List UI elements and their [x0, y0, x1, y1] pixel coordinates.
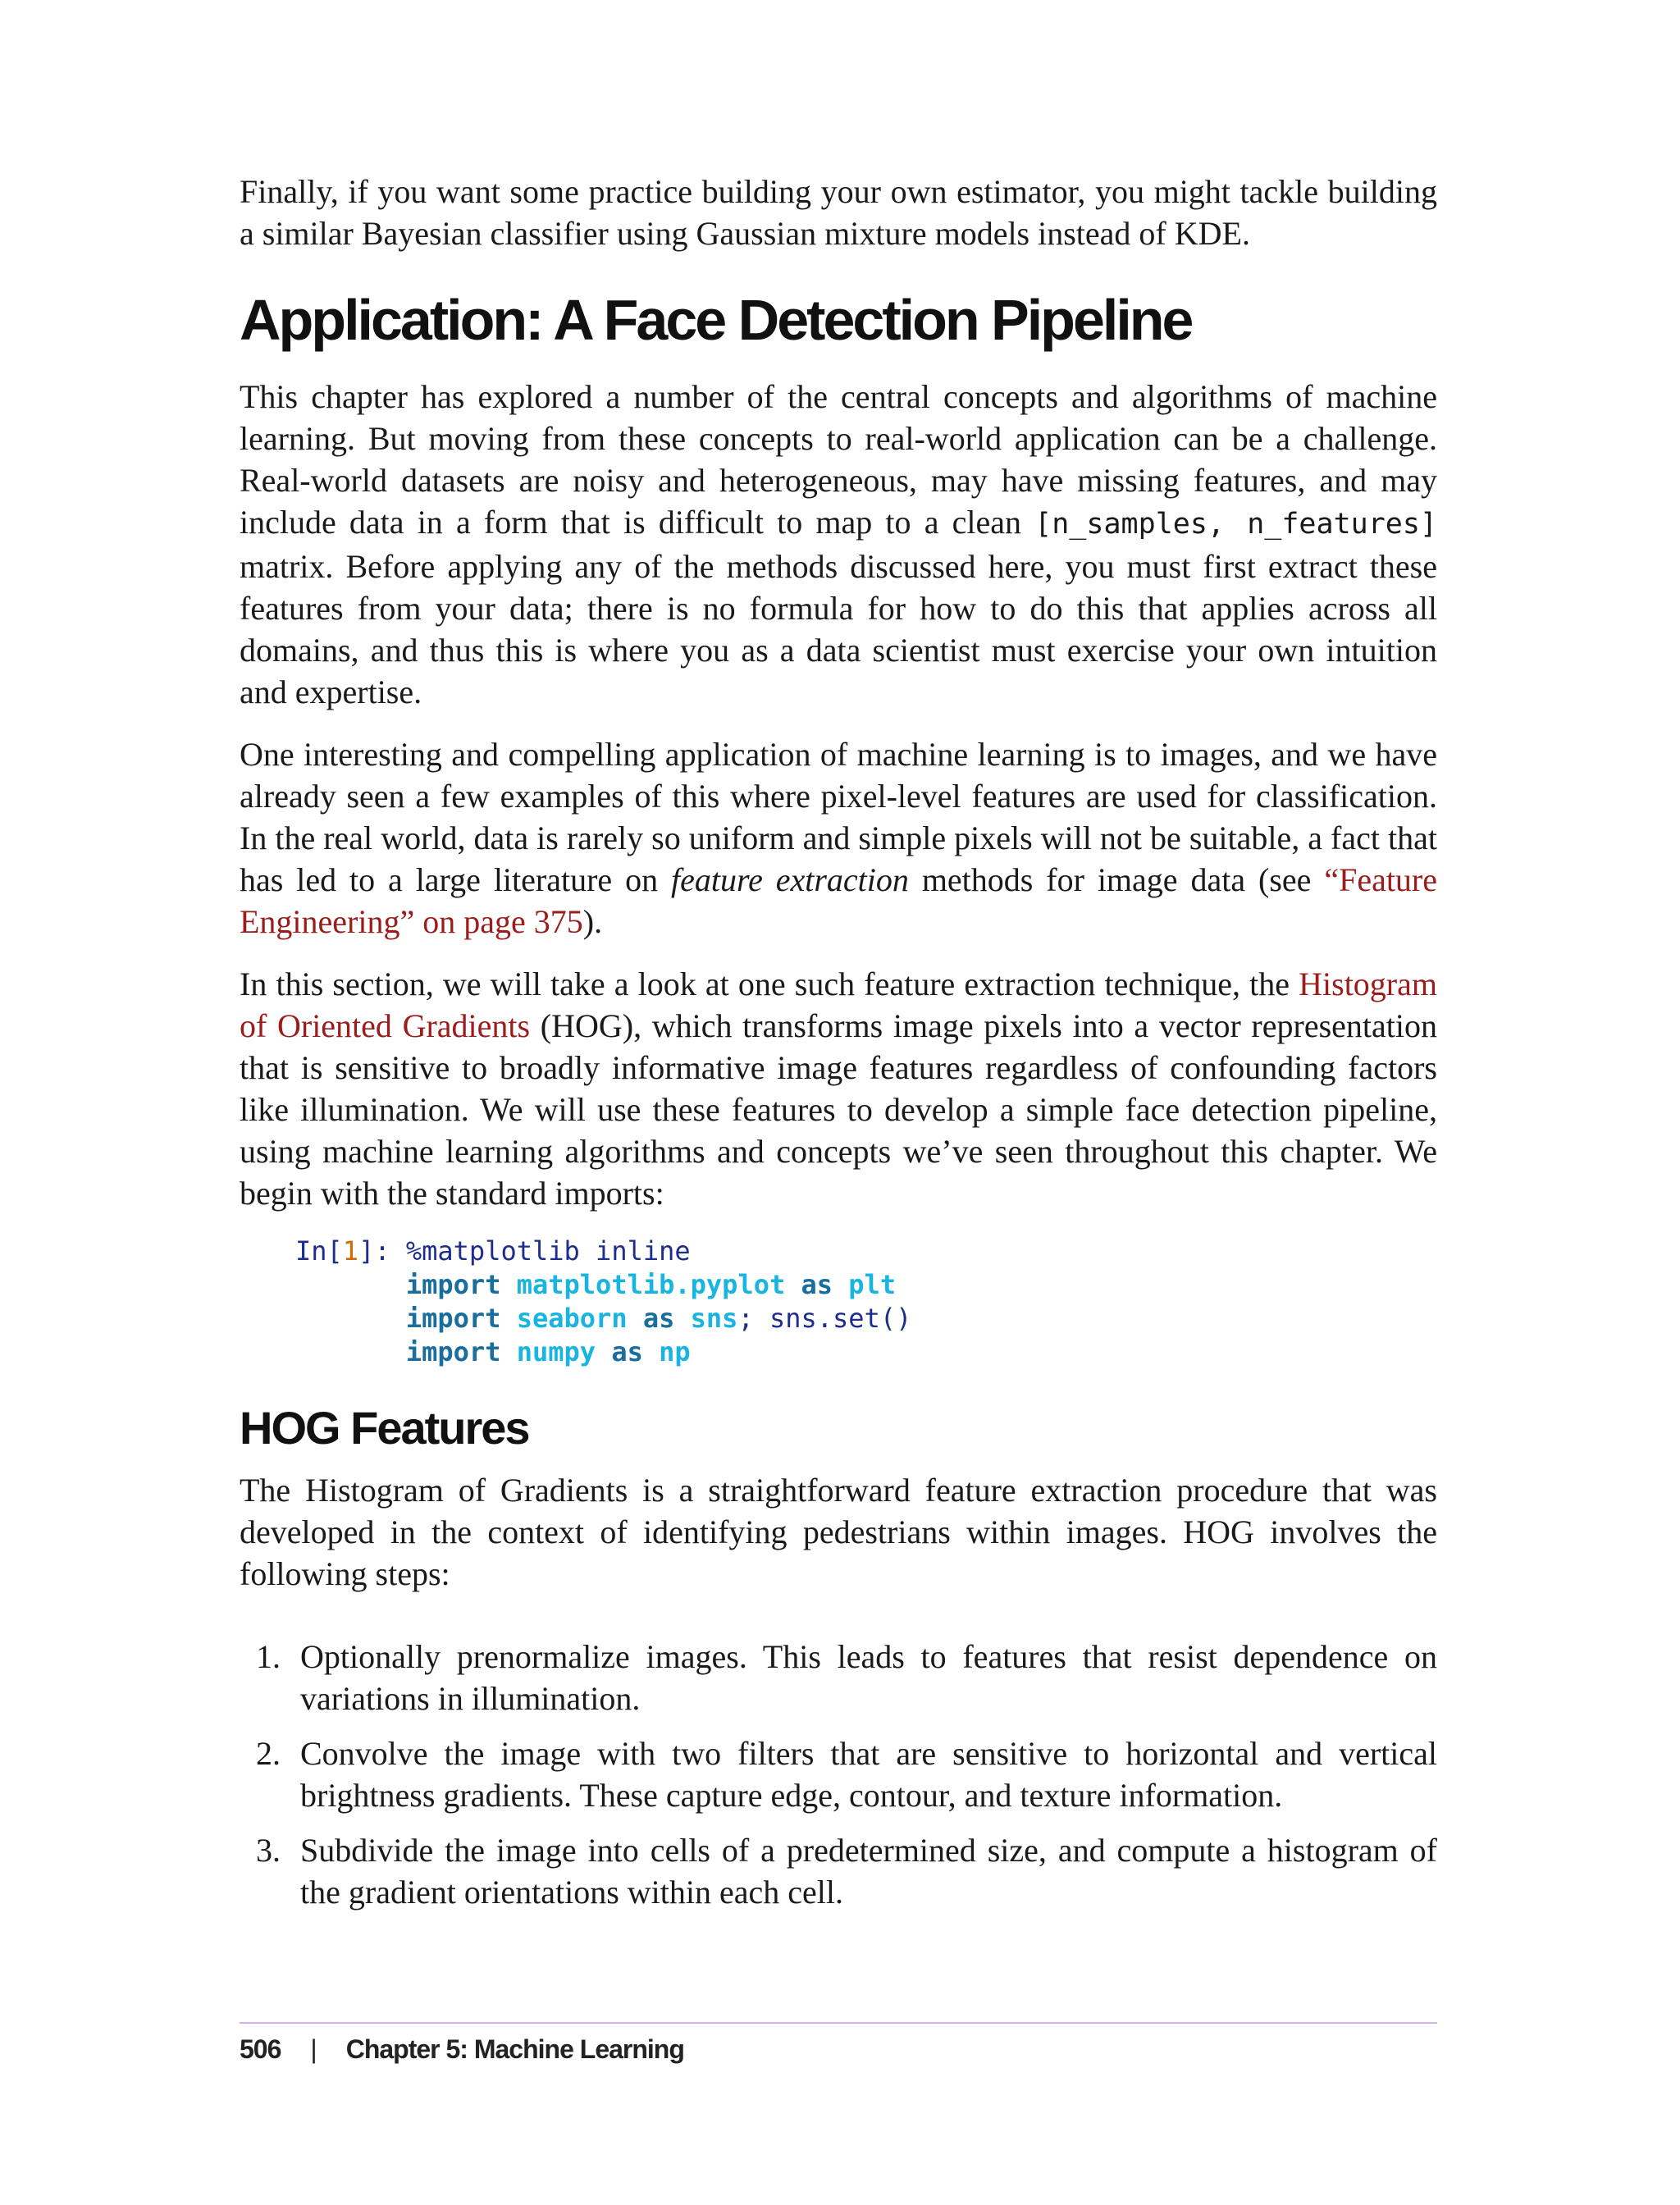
text-run: (HOG), which transforms image pixels into a vector representation that is sensitive to broadly informative image features regardless of confounding factors like illumination. We will use these features to develop a simple face detection pipeline, using machine learning algorithms and concepts we’ve seen throughout this chapter. We begin with the standard imports:: [240, 1007, 1437, 1212]
section-paragraph-2: [240, 733, 1437, 943]
module-name: numpy: [516, 1336, 596, 1367]
code-line-2: [295, 1268, 1437, 1302]
steps-list: [240, 1636, 1437, 1913]
emphasis-text: feature extraction: [671, 861, 909, 898]
footer-divider: [240, 2022, 1437, 2024]
keyword: import: [405, 1269, 501, 1300]
list-number: 1.: [256, 1638, 281, 1675]
list-number: 3.: [256, 1832, 281, 1869]
list-text: Optionally prenormalize images. This leads to features that resist dependence on variations in illumination.: [300, 1638, 1437, 1717]
prompt-label: In[: [295, 1235, 343, 1267]
section-paragraph-1: [240, 376, 1437, 713]
text-run: methods for image data (see: [908, 861, 1325, 898]
prompt-close: ]:: [358, 1235, 406, 1267]
code-line-3: [295, 1302, 1437, 1335]
section-paragraph-3: [240, 963, 1437, 1214]
page-footer: [240, 2034, 684, 2065]
list-item: [240, 1732, 1437, 1816]
keyword: as: [801, 1269, 833, 1300]
code-line-1: [295, 1235, 1437, 1268]
inline-code: [n_samples, n_features]: [1034, 508, 1438, 541]
code-rest: ; sns.set(): [737, 1303, 912, 1334]
subsection-paragraph: The Histogram of Gradients is a straightforward feature extraction procedure that was developed in the context of identifying pedestrians within images. HOG involves the following steps:: [240, 1472, 1437, 1592]
keyword: import: [405, 1336, 501, 1367]
section-title: Application: A Face Detection Pipeline: [240, 288, 1192, 352]
module-name: matplotlib.pyplot: [516, 1269, 786, 1300]
list-number: 2.: [256, 1735, 281, 1772]
text-run: One interesting and compelling application of machine learning is to images, and we have already seen a few examples of this where pixel-level features are used for classification. In the real world, data is rarely so uniform and simple pixels will not be suitable, a fact that has led to a large literature on: [240, 736, 1437, 898]
text-run: ).: [582, 903, 603, 940]
keyword: as: [611, 1336, 643, 1367]
module-name: seaborn: [516, 1303, 628, 1334]
code-line-4: [295, 1335, 1437, 1369]
chapter-title: Chapter 5: Machine Learning: [345, 2034, 684, 2064]
text-run: This chapter has explored a number of the central concepts and algorithms of machine learning. But moving from these concepts to real-world application can be a challenge. Real-world datasets are noisy and heterogeneous, may have missing features, and may include data in a form that is difficult to map to a clean: [240, 378, 1437, 541]
cross-reference-link[interactable]: “Feature Engineering” on page 375: [240, 861, 1438, 940]
module-alias: sns: [690, 1303, 738, 1334]
list-text: Convolve the image with two filters that are sensitive to horizontal and vertical brightness gradients. These capture edge, contour, and texture information.: [300, 1735, 1437, 1814]
text-run: In this section, we will take a look at one such feature extraction technique, the: [240, 966, 1299, 1002]
list-item: [240, 1636, 1437, 1719]
module-alias: np: [659, 1336, 691, 1367]
subsection-title: HOG Features: [240, 1402, 529, 1454]
code-block: [295, 1235, 1437, 1369]
module-alias: plt: [848, 1269, 897, 1300]
list-item: [240, 1829, 1437, 1913]
list-text: Subdivide the image into cells of a predetermined size, and compute a histogram of the gradient orientations within each cell.: [300, 1832, 1437, 1911]
page-content: [240, 171, 1437, 1926]
magic-command: %matplotlib inline: [405, 1235, 691, 1267]
keyword: import: [405, 1303, 501, 1334]
prompt-number: 1: [342, 1235, 359, 1267]
keyword: as: [642, 1303, 675, 1334]
intro-paragraph: Finally, if you want some practice building your own estimator, you might tackle building a similar Bayesian classifier using Gaussian mixture models instead of KDE.: [240, 173, 1437, 252]
hog-link[interactable]: Histogram of Oriented Gradients: [240, 966, 1437, 1044]
text-run: matrix. Before applying any of the methods discussed here, you must first extract these features from your data; there is no formula for how to do this that applies across all domains, and thus this is where you as a data scientist must exercise your own intuition and expertise.: [240, 548, 1437, 710]
page-number: 506: [240, 2034, 281, 2064]
footer-separator: |: [310, 2034, 317, 2064]
